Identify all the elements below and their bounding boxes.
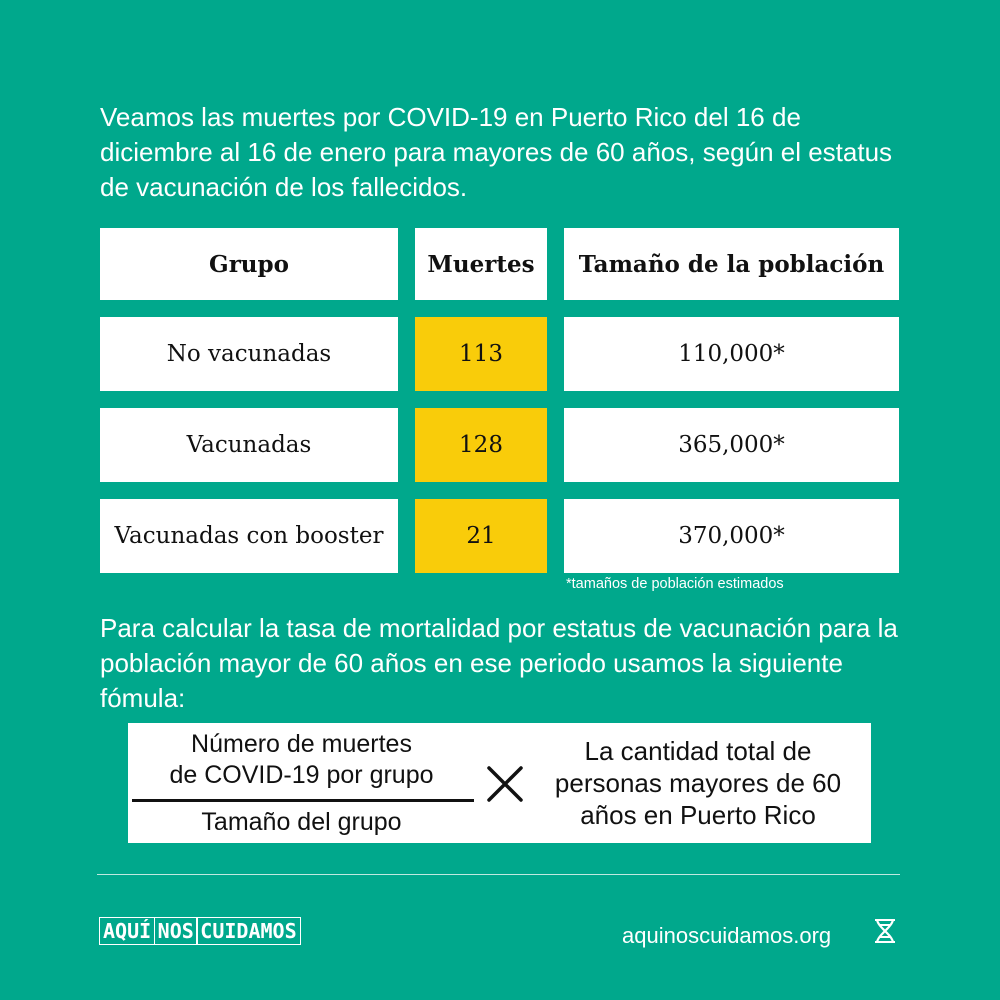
population-footnote: *tamaños de población estimados xyxy=(566,576,784,592)
row-population-value: 365,000* xyxy=(564,408,899,482)
multiplier-line: personas mayores de 60 xyxy=(554,768,842,798)
multiply-icon xyxy=(480,759,530,809)
row-population-value: 110,000* xyxy=(564,317,899,391)
method-paragraph: Para calcular la tasa de mortalidad por estatus de vacunación para la población mayor de 60 años en ese periodo usamos la siguiente fómula: xyxy=(100,613,898,713)
intro-paragraph: Veamos las muertes por COVID-19 en Puerto Rico del 16 de diciembre al 16 de enero para mayores de 60 años, según el estatus de vacunación de los fallecidos. xyxy=(100,102,893,202)
header-deaths: Muertes xyxy=(415,228,547,300)
website-link[interactable]: aquinoscuidamos.org xyxy=(622,923,832,948)
logo-word: NOS xyxy=(154,917,198,945)
formula-box xyxy=(128,723,871,843)
formula-multiplier xyxy=(526,735,870,831)
formula-numerator xyxy=(128,729,475,791)
logo-word: CUIDAMOS xyxy=(196,917,300,945)
row-deaths-value: 128 xyxy=(415,408,547,482)
header-group: Grupo xyxy=(100,228,398,300)
row-deaths-value: 21 xyxy=(415,499,547,573)
dna-icon xyxy=(871,917,899,945)
fraction-bar xyxy=(132,799,474,802)
row-population-value: 370,000* xyxy=(564,499,899,573)
header-population: Tamaño de la población xyxy=(564,228,899,300)
numerator-line: de COVID-19 por grupo xyxy=(169,761,434,789)
footer-divider xyxy=(97,874,900,875)
row-deaths-value: 113 xyxy=(415,317,547,391)
brand-logo xyxy=(99,917,299,945)
row-group-label: Vacunadas xyxy=(100,408,398,482)
numerator-line: Número de muertes xyxy=(191,730,412,758)
row-group-label: Vacunadas con booster xyxy=(100,499,398,573)
multiplier-line: La cantidad total de xyxy=(584,736,812,766)
row-group-label: No vacunadas xyxy=(100,317,398,391)
formula-denominator: Tamaño del grupo xyxy=(201,808,402,836)
multiplier-line: años en Puerto Rico xyxy=(580,800,816,830)
logo-word: AQUÍ xyxy=(99,917,155,945)
